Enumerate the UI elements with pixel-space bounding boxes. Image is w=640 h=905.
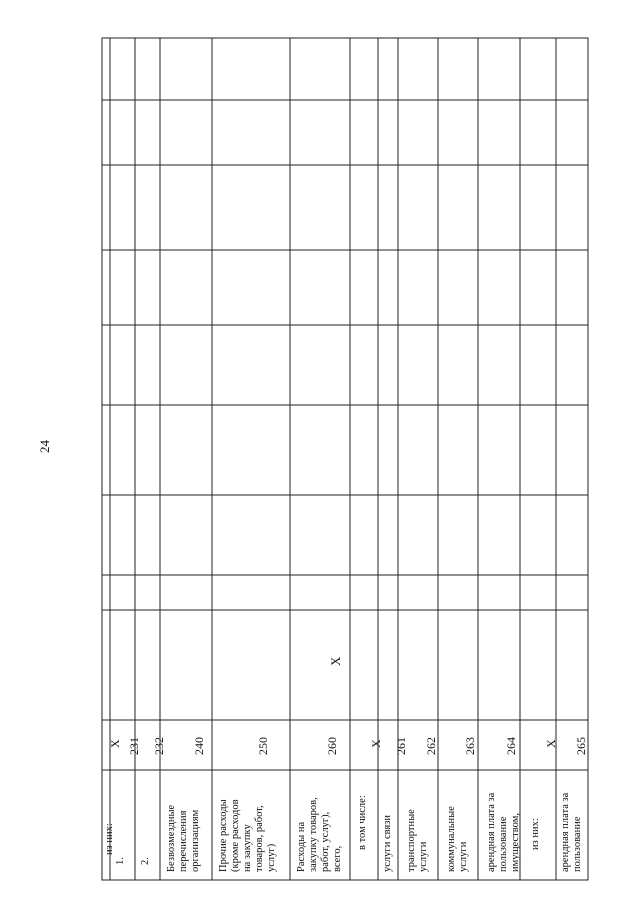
row-code: 265 [574, 737, 588, 755]
page-number: 24 [37, 440, 52, 453]
row-label: коммунальные услуги [446, 806, 469, 872]
row-code: 261 [394, 737, 408, 755]
row-label: Прочие расходы (кроме расходов на закупку товаров, работ, услуг) [218, 799, 277, 872]
row-code: 232 [152, 737, 166, 755]
row-code: X [544, 739, 558, 748]
row-label: услуги связи [382, 814, 393, 872]
row-code: 240 [192, 737, 206, 755]
row-code: X [369, 739, 383, 748]
row-label: из них: [530, 818, 541, 850]
row-label: 2. [140, 857, 151, 865]
row-label: Расходы на закупку товаров, работ, услуг), всего, [296, 797, 343, 872]
row-label: в том числе: [357, 795, 368, 850]
row-label: арендная плата за пользование имуществом, [486, 792, 521, 872]
row-code: 231 [127, 737, 141, 755]
row-code: X [108, 739, 122, 748]
row-value-x: X [328, 656, 343, 666]
row-label: из них: [104, 823, 115, 855]
row-label: Безвозмездные перечисления организациям [166, 804, 201, 872]
row-code: 260 [325, 737, 339, 755]
row-label: 1. [115, 857, 126, 865]
row-label: транспортные услуги [406, 809, 429, 872]
row-code: 262 [424, 737, 438, 755]
row-label: арендная плата за пользование [560, 792, 583, 872]
row-code: 264 [504, 737, 518, 755]
row-code: 263 [463, 737, 477, 755]
row-code: 250 [256, 737, 270, 755]
